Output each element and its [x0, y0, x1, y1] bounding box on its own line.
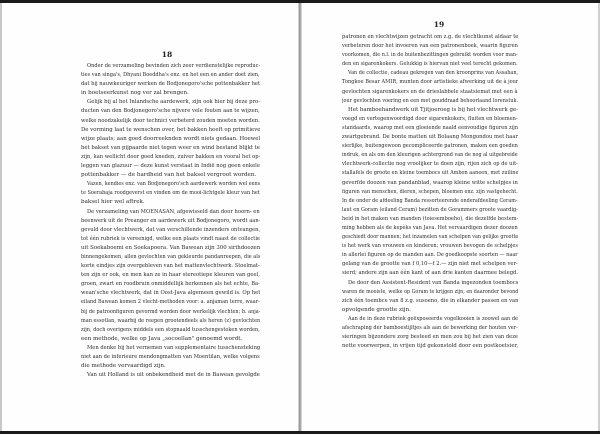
text-line: voorkomen, die n.l. in de buitenbezittingen gebruikt worden voor man-	[342, 52, 518, 59]
text-line: binnengekomen, allen gevlochten van gekleurde pandanreepen, die als	[81, 253, 260, 260]
text-line: welke noodzakelijk door technici verbeterd zouden moeten worden.	[81, 117, 260, 124]
text-line: den en sigarenkokers. Gelukkig is hiervan niet veel terecht gekomen.	[342, 61, 518, 68]
text-line: zijn, kan wellicht door goed kneden, zuiver bakken en vooral het op-	[81, 153, 260, 160]
text-line: vlechtwerk-collectie nog vroolijker te doen zijn, rijen zich op de uit-	[342, 161, 518, 168]
text-line: in boetseerkunst nog ver zal brengen.	[81, 90, 189, 97]
text-line: een methode, welke op Java „socoellan" genoemd wordt.	[81, 335, 243, 342]
text-line: die methode vervaardigd zijn.	[81, 363, 166, 370]
text-line: beenwerk uit de Preanger en aardewerk uit Bodjonegoro, wordt aan-	[81, 217, 260, 224]
text-line: opvolgende grootte zijn.	[342, 306, 411, 313]
text-line: ming hebben als de kepèks van Java. Het vervaardigen dezer doozen	[342, 224, 518, 231]
text-line: afschraping der bamboestijltjes als aan de bewerking der houten ver-	[342, 325, 518, 331]
page-number: 18	[161, 50, 173, 59]
text-line: sierd; andere zijn aan één kant of aan drie kanten daarmee belegd.	[342, 270, 518, 277]
text-line: voegd en vertegenwoordigd door sigarenkokers, fluiten en bloemen-	[342, 115, 518, 122]
text-line: verbeteren door het invoeren van een patronenboek, waarin figuren	[342, 43, 518, 50]
page-body-text	[81, 62, 260, 380]
text-line: tot één rubriek is vereenigd, welke een plaats vindt naast de collectie	[81, 235, 260, 242]
text-line: leggen van glazuur — deze kunst verstaat in Indië nog geen enkele	[81, 163, 260, 170]
book-spread	[0, 3, 600, 431]
text-line: man essotlan, waarbij de reepen grootendeels als heren (z) gevlochten	[81, 317, 260, 324]
text-line: Van de collectie, cadeau gekregen van den kroonprins van Assahan,	[348, 70, 518, 77]
text-line: De door den Assistent-Resident van Banda ingezonden toembocs	[348, 279, 518, 286]
text-line: waren de mooiste, welke op Goram te krijgen zijn, en daaronder bevond	[342, 288, 518, 295]
text-line: gevuld door vlechtwerk, dat van verschillende inzenders ontvangen,	[81, 226, 260, 233]
text-line: Het bamboehandwerk uit Tjitjoeroeg is bij het vlechtwerk ge-	[348, 106, 518, 113]
page-number: 19	[433, 20, 445, 29]
text-line: geschiedt door mannen; het inzamelen van schelpen van gelijke grootte	[342, 234, 518, 241]
text-line: De verzameling van MOENASAN, afgewisseld dan door hoorn- en	[87, 208, 260, 215]
text-line: laut en Goram (eiland Ceram) bezitten de Gorammers groote vaardig-	[342, 206, 518, 213]
text-line: sierlijke, buitengewoon gecompliceerde patronen, maken een goeden	[342, 143, 518, 150]
text-line: in allerlei figuren op de manden aan. De goedkoopste soorten — naar	[342, 252, 518, 259]
text-line: groen, zwart en roodbruin onmiddellijk herkennen als het echte, Ba-	[81, 281, 260, 288]
text-line: ties van singa's, Dhyani Boeddha's enz. en het een en ander doet zien,	[81, 72, 260, 79]
text-line: is het werk van vrouwen en kinderen; vrouwen bevogen de schelpjes	[342, 243, 518, 250]
text-line: eiland Bawean komen 2 vlecht-methoden voor: a. anjaman terre, waar-	[81, 299, 260, 306]
text-line: Men denke bij het vernemen van supplementaire tusschensteking	[87, 344, 260, 351]
text-line: In de onder de afdeeling Banda ressorteerende onderafdeeling Ceram-	[342, 197, 518, 204]
text-line: sieringen bijzondere zorg besteed en men zou bij het zien van deze	[342, 334, 518, 341]
text-line: te Soerabaja roodgeverst en vinden om de mooi-lichtgele kleur van het	[81, 190, 260, 197]
left-page	[0, 3, 300, 431]
book-spine	[298, 3, 302, 431]
text-line: standaards, waarop met een gloeiende naald eenvoudige figuren zijn	[342, 124, 518, 131]
text-line: gelang van de grootte van f 0,10—f 2.— zijn niet met schelpen ver-	[342, 261, 518, 268]
text-line: ducten van den Bodjonegoro'sche nijvere vele fouten aan te wijzen,	[81, 108, 260, 115]
text-line: De vorming laat te wenschen over, het bakken heeft op primitieve	[81, 126, 260, 133]
text-line: zich één toembce van 8 z.g. susoeno, die in elkander passen en van	[342, 297, 518, 304]
text-line: baksel hier wel aftrek.	[81, 199, 145, 206]
text-line: stallafels de groote en kleine toembocs uit Ambon aaneen, met zuiline	[342, 170, 518, 177]
page-body-text	[342, 33, 518, 351]
text-line: patronen en vlechtwijzen getracht om z.g. de vlechtkunst aldaar te	[342, 34, 518, 40]
text-line: Van uit Holland is uit onbekendheid met de in Bawean gevolgde	[87, 372, 260, 379]
text-line: pottenbakker — de hardheid van het baksel vergroot worden.	[81, 172, 257, 179]
text-line: figuren van menschen, dieren, schepen, bloemen enz. zijn vastgehecht.	[342, 188, 518, 195]
text-line: indruk, en als om den kleurigen achtergrond van de nog al uitgebreide	[342, 152, 518, 159]
text-line: uit Soekaboemi en Soekapoera. Van Bawean zijn 300 sirihdoozen	[81, 244, 260, 251]
text-line: wijze plaats; aan goed doorreeknden wordt niets gedaan. Hoewel	[81, 135, 260, 142]
text-line: Aan de in deze rubriek geëxposeerde vogelkooien is zoowel aan de	[348, 315, 518, 322]
text-line: bij de patroonfiguren gevormd worden door werkelijk vlechten; b. anja-	[81, 308, 260, 315]
text-line: dat bij nauwkeuriger werken de Bodjonegoro'sche pottenbakker het	[81, 81, 260, 88]
text-line: niet aan de inferieure mendongmatten van Moentilan, welke volgens	[81, 354, 260, 360]
text-line: ten zijn er ook, en men kan ze in haar stereotiepe kleuren van geel,	[81, 272, 260, 279]
text-line: heid in het maken van manden (toiesemboeho), die dezelfde bestem-	[342, 215, 518, 222]
right-page	[301, 3, 600, 431]
text-line: het bakset van pijpaarde niet tegen weer en wind bestand blijkt te	[81, 144, 260, 151]
text-line: jour gevlochten voering en een met gouddraad behoorlaand lorenstuk.	[342, 97, 518, 104]
text-line: Tongkoe Besar AMIR, munten door artistieke afwerking uit de à jour	[342, 79, 518, 86]
text-line: wean'sche vlechtwerk, dat in Oost-Java algemeen gewild is. Op het	[81, 290, 260, 297]
text-line: zijn, doch overigens middels een stopnaald tusschengestoken worden,	[81, 326, 260, 333]
text-line: geverfde doozen van pandanblad, waarop kleine witte schelpjes in	[342, 179, 518, 186]
text-line: Vazen, kendies enz. van Bodjonegoro'sch aardewerk worden wel eens	[87, 181, 260, 188]
text-line: gevlochten sigarenkokers en de drieslabbele staatsiemat met een à	[342, 88, 518, 95]
text-line: nette voorwerpen, in vrijen tijd gekonstold door een postkoetsier,	[342, 343, 518, 350]
text-line: Onder de verzameling bevinden zich zeer verdienstelijke reproduc-	[87, 63, 260, 69]
text-line: Gelijk bij al het Inlandsche aardewerk, zijn ook hier bij deze pro-	[87, 99, 260, 106]
text-line: korte eindjes zijn overgebleven van het mattenvlechtwerk. Stoelmat-	[81, 263, 260, 270]
text-line: zwartgebrand. De bonte matten uit Bolaang Mongondou met haar	[342, 134, 518, 141]
